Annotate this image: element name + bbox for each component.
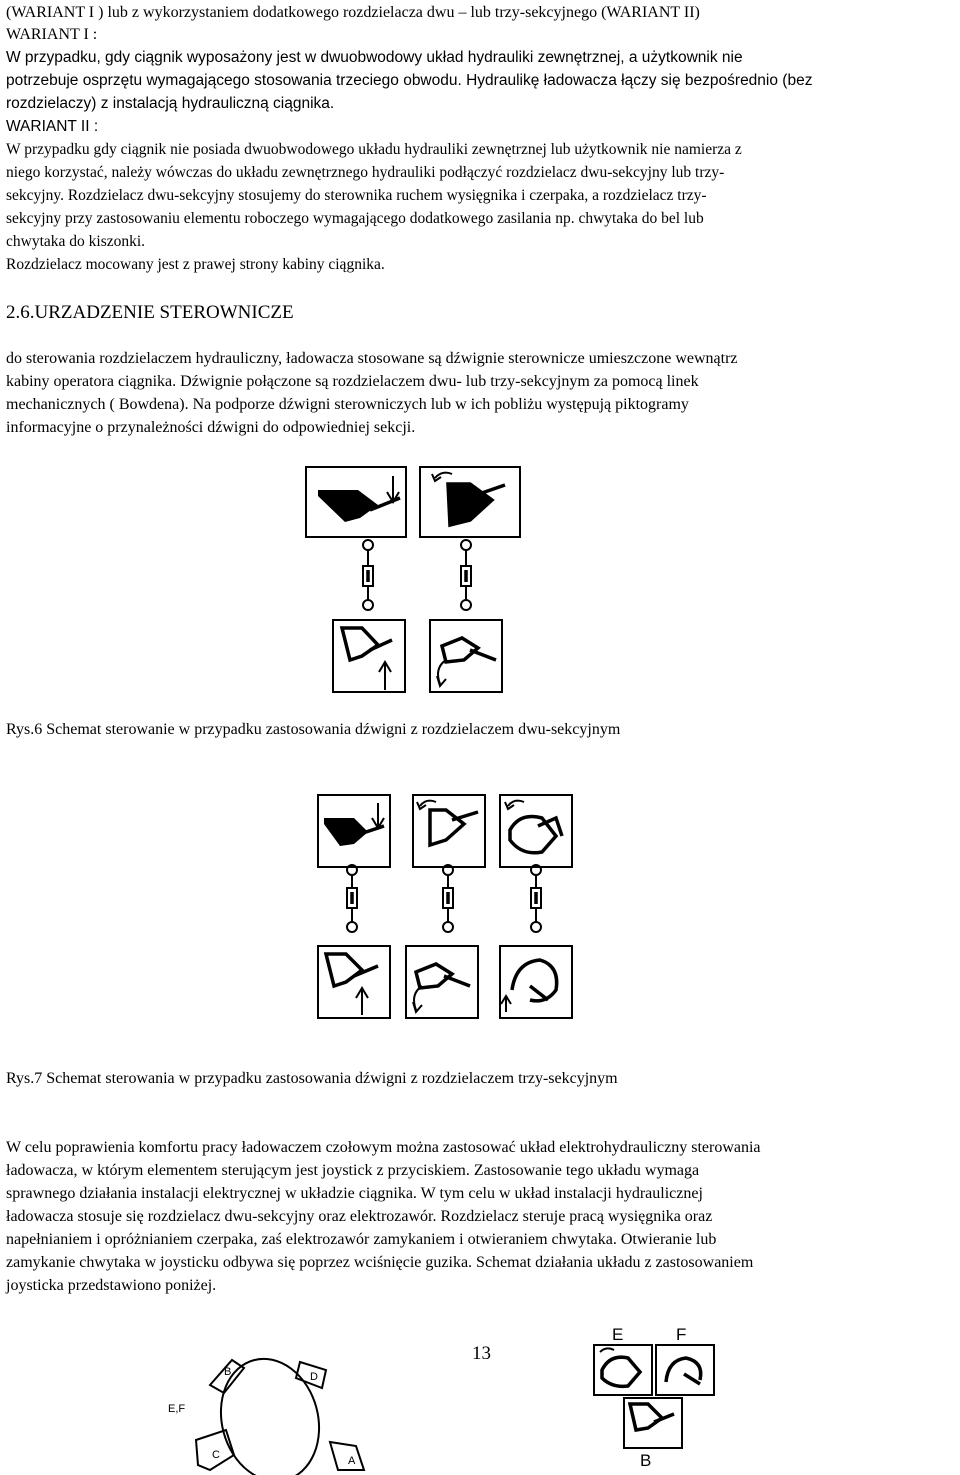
paragraph-line: WARIANT I : xyxy=(6,26,98,43)
pictogram-boom-down xyxy=(318,946,390,1018)
button-pictograms xyxy=(0,1320,960,1470)
pictogram-label-f: F xyxy=(676,1325,687,1344)
pictogram-bucket-curl xyxy=(406,946,478,1018)
paragraph-line: do sterowania rozdzielaczem hydrauliczny, ładowacza stosowane są dźwignie sterownicze umieszczone wewnątrz xyxy=(6,350,738,367)
pictogram-bucket-tilt xyxy=(413,795,485,867)
paragraph-line: kabiny operatora ciągnika. Dźwignie połączone są rozdzielaczem dwu- lub trzy-sekcyjnym za pomocą linek xyxy=(6,373,699,390)
paragraph-line: sprawnego działania instalacji elektrycznej w układzie ciągnika. W tym celu w układ instalacji hydraulicznej xyxy=(6,1185,703,1202)
lever-link-left xyxy=(347,865,357,932)
paragraph-line: Rozdzielacz mocowany jest z prawej strony kabiny ciągnika. xyxy=(6,256,385,273)
paragraph-line: ładowacza stosuje się rozdzielacz dwu-sekcyjny oraz elektrozawór. Rozdzielacz steruje pracą wysięgnika oraz xyxy=(6,1208,713,1225)
joystick-label-a: A xyxy=(348,1455,356,1467)
paragraph-line: rozdzielaczy) z instalacją hydrauliczną ciągnika. xyxy=(6,95,335,112)
pictogram-label-e: E xyxy=(612,1325,624,1344)
paragraph-line: W przypadku gdy ciągnik nie posiada dwuobwodowego układu hydrauliki zewnętrznej lub użytkownik nie namierza z xyxy=(6,141,742,158)
paragraph-line: ładowacza, w którym elementem sterującym jest joystick z przyciskiem. Zastosowanie tego układu wymaga xyxy=(6,1162,700,1179)
paragraph-line: WARIANT II : xyxy=(6,118,99,135)
joystick-label-c: C xyxy=(212,1449,220,1461)
pictogram-boom-down xyxy=(333,620,405,692)
lever-link-right xyxy=(461,540,471,610)
paragraph-line: napełnianiem i opróżnianiem czerpaka, zaś elektrozawór zamykaniem i otwieraniem chwytaka. Otwieranie lub xyxy=(6,1231,717,1248)
figure-6-diagram xyxy=(0,460,960,720)
pictogram-boom-up xyxy=(306,467,406,537)
joystick-label-d: D xyxy=(310,1371,318,1383)
pictogram-boom-up xyxy=(318,795,390,867)
pictogram-grapple-open xyxy=(500,946,572,1018)
paragraph-line: sekcyjny przy zastosowaniu elementu roboczego wymagającego dodatkowego zasilania np. chwytaka do bel lub xyxy=(6,210,704,227)
pictogram-grapple-open xyxy=(656,1345,714,1395)
paragraph-line: W celu poprawienia komfortu pracy ładowaczem czołowym można zastosować układ elektrohydrauliczny sterowania xyxy=(6,1139,761,1156)
paragraph-line: sekcyjny. Rozdzielacz dwu-sekcyjny stosujemy do sterownika ruchem wysięgnika i czerpaka, a rozdzielacz trzy- xyxy=(6,187,707,204)
pictogram-boom-down xyxy=(624,1398,682,1448)
lever-link-right xyxy=(531,865,541,932)
paragraph-line: joysticka przedstawiono poniżej. xyxy=(6,1277,217,1294)
page-number: 13 xyxy=(472,1343,491,1364)
paragraph-line: informacyjne o przynależności dźwigni do odpowiedniej sekcji. xyxy=(6,419,416,436)
pictogram-grapple-close xyxy=(500,795,572,867)
lever-link-middle xyxy=(443,865,453,932)
joystick-label-ef: E,F xyxy=(168,1403,186,1415)
figure-7-caption: Rys.7 Schemat sterowania w przypadku zastosowania dźwigni z rozdzielaczem trzy-sekcyjnym xyxy=(6,1070,618,1087)
pictogram-label-b: B xyxy=(640,1451,652,1470)
paragraph-line: mechanicznych ( Bowdena). Na podporze dźwigni sterowniczych lub w ich pobliżu występują piktogramy xyxy=(6,396,689,413)
pictogram-grapple-close xyxy=(594,1345,652,1395)
paragraph-line: potrzebuje osprzętu wymagającego stosowania trzeciego obwodu. Hydraulikę ładowacza łączy się bezpośrednio (bez xyxy=(6,72,813,89)
figure-6-caption: Rys.6 Schemat sterowanie w przypadku zastosowania dźwigni z rozdzielaczem dwu-sekcyjnym xyxy=(6,721,621,738)
paragraph-line: (WARIANT I ) lub z wykorzystaniem dodatkowego rozdzielacza dwu – lub trzy-sekcyjnego (WARIANT II) xyxy=(6,4,700,21)
paragraph-line: zamykanie chwytaka w joysticku odbywa się poprzez wciśnięcie guzika. Schemat działania układu z zastosowaniem xyxy=(6,1254,754,1271)
pictogram-bucket-curl xyxy=(430,620,502,692)
pictogram-bucket-tilt xyxy=(420,467,520,537)
section-heading: 2.6.URZADZENIE STEROWNICZE xyxy=(6,302,294,323)
lever-link-left xyxy=(363,540,373,610)
paragraph-line: chwytaka do kiszonki. xyxy=(6,233,146,250)
joystick-label-b: B xyxy=(224,1366,232,1378)
figure-7-diagram xyxy=(0,785,960,1065)
paragraph-line: W przypadku, gdy ciągnik wyposażony jest w dwuobwodowy układ hydrauliki zewnętrznej, a użytkownik nie xyxy=(6,49,743,66)
paragraph-line: niego korzystać, należy wówczas do układu zewnętrznego hydrauliki podłączyć rozdzielacz dwu-sekcyjny lub trzy- xyxy=(6,164,725,181)
